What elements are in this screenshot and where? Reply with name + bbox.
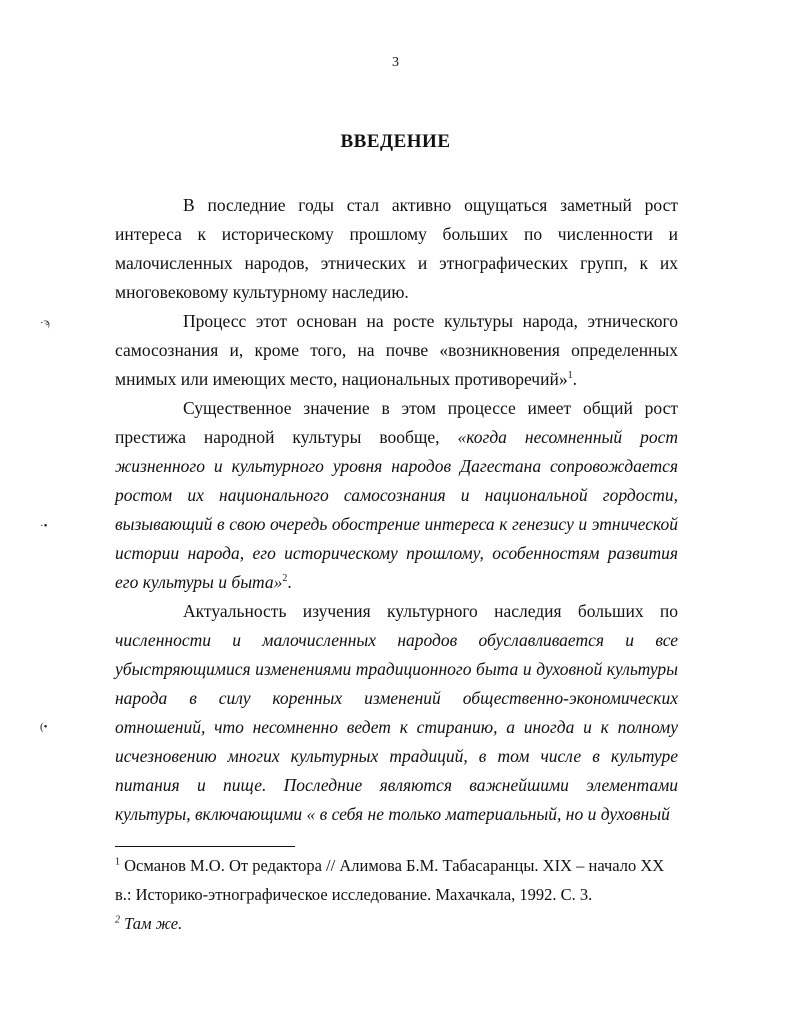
footnotes: [115, 851, 678, 938]
paragraph-3-end: .: [287, 572, 292, 592]
page-number: 3: [392, 55, 399, 70]
margin-mark-3: (•: [40, 721, 48, 733]
footnote-separator: [115, 846, 295, 847]
footnote-2-mark: 2: [115, 914, 120, 926]
paragraph-2-text: Процесс этот основан на росте культуры народа, этнического самосознания и, кроме того, на почве «возникновения определенных мнимых или имеющих место, национальных противоречий»: [115, 311, 678, 389]
footnote-2: [115, 909, 678, 938]
body-text: [115, 191, 678, 829]
section-heading: ВВЕДЕНИЕ: [340, 131, 451, 152]
paragraph-2-end: .: [572, 369, 577, 389]
footnote-2-text: Там же.: [124, 914, 183, 933]
paragraph-2: [115, 307, 678, 394]
footnote-ref-1[interactable]: 1: [567, 370, 573, 382]
paragraph-4-text: Актуальность изучения культурного наследия больших по: [183, 601, 678, 621]
paragraph-3-text: Существенное значение в этом процессе имеет общий рост престижа народной культуры вообще,: [115, 398, 678, 447]
footnote-1: [115, 851, 678, 909]
margin-mark-1: ·ϡ: [40, 317, 50, 329]
paragraph-1-text: В последние годы стал активно ощущаться заметный рост интереса к историческому прошлому больших по численности и малочисленных народов, этнических и этнографических групп, к их многовековому культурному наследию.: [115, 195, 678, 302]
margin-mark-2: ·•: [40, 520, 48, 532]
paragraph-3: [115, 394, 678, 597]
paragraph-4-italic: численности и малочисленных народов обуславливается и все убыстряющимися изменениями традиционного быта и духовной культуры народа в силу коренных изменений общественно-экономических отношений, что несомненно ведет к стиранию, а иногда и к полному исчезновению многих культурных традиций, в том числе в культуре питания и пище. Последние являются важнейшими элементами культуры, включающими « в себя не только материальный, но и духовный: [115, 630, 678, 824]
paragraph-1: [115, 191, 678, 307]
footnote-ref-2[interactable]: 2: [282, 573, 288, 585]
paragraph-4: [115, 597, 678, 829]
paragraph-3-quote: «когда несомненный рост жизненного и культурного уровня народов Дагестана сопровождается ростом их национального самосознания и национальной гордости, вызывающий в свою очередь обострение интереса к генезису и этнической истории народа, его историческому прошлому, особенностям развития его культуры и быта»: [115, 427, 678, 592]
footnote-1-mark: 1: [115, 856, 120, 868]
footnote-1-text: Османов М.О. От редактора // Алимова Б.М. Табасаранцы. XIX – начало XX в.: Историко-этнографическое исследование. Махачкала, 1992. С. 3.: [115, 856, 665, 904]
